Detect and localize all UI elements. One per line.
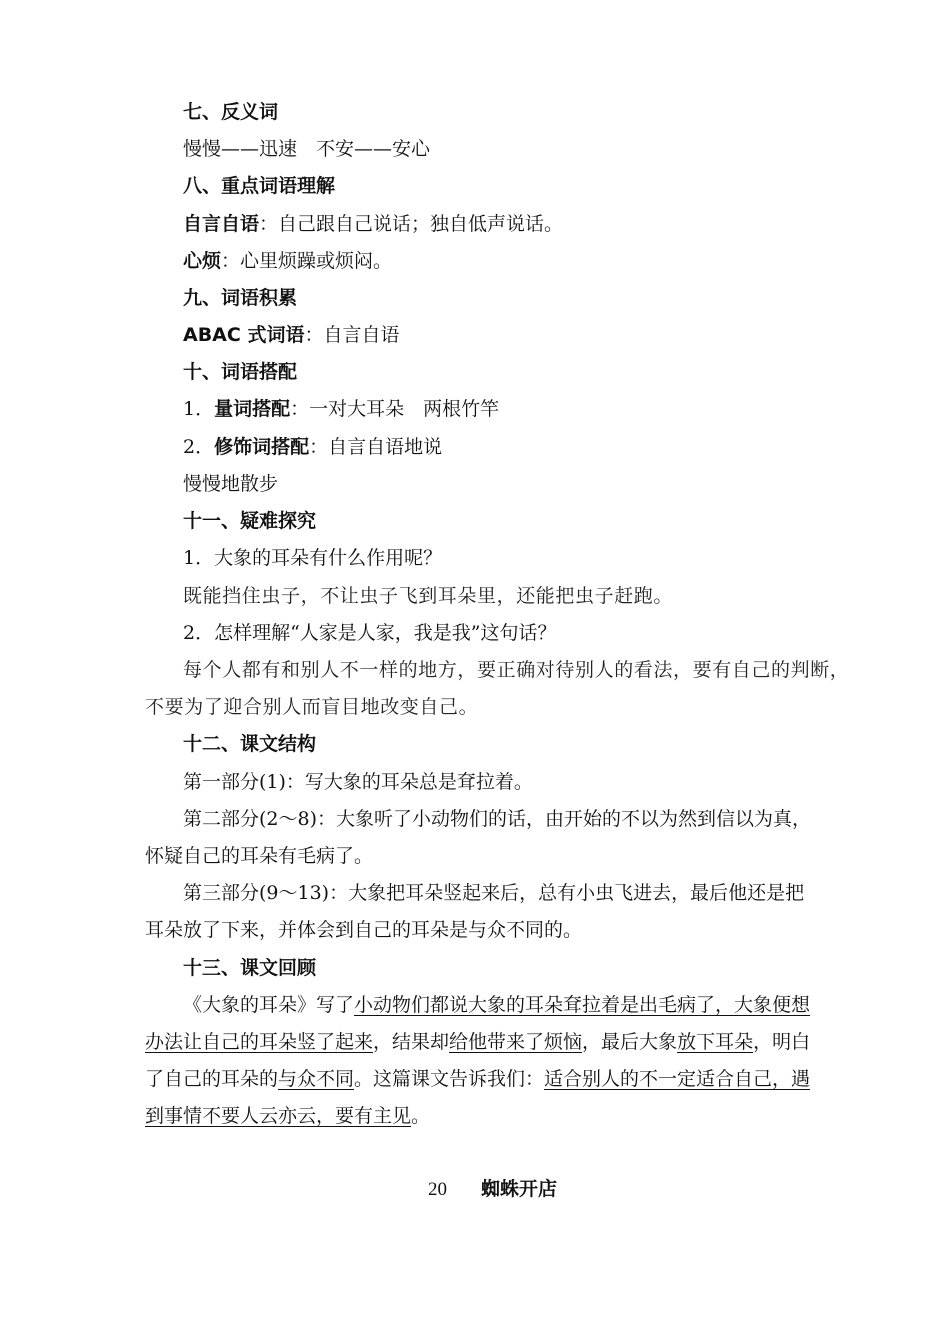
collocation-line	[183, 396, 499, 422]
structure-part: 第二部分(2～8)：大象听了小动物们的话，由开始的不以为然到信以为真，	[183, 808, 812, 830]
answer: 不要为了迎合别人而盲目地改变自己。	[145, 696, 479, 718]
term: 量词搭配	[214, 398, 291, 420]
review-underline: 小动物们都说大象的耳朵耷拉着是出毛病了，大象便想	[354, 994, 811, 1016]
term: 修饰词搭配	[214, 436, 310, 458]
term: 自言自语	[183, 213, 260, 235]
review-underline: 放下耳朵	[677, 1031, 754, 1053]
question: 2．怎样理解“人家是人家，我是我”这句话？	[183, 622, 557, 644]
structure-part: 怀疑自己的耳朵有毛病了。	[145, 845, 374, 867]
review-text: 。	[411, 1105, 431, 1127]
vocabulary-line	[183, 322, 399, 348]
answer: 既能挡住虫子，不让虫子飞到耳朵里，还能把虫子赶跑。	[183, 585, 674, 607]
review-text: 《大象的耳朵》写了	[183, 994, 355, 1016]
review-line	[145, 1103, 430, 1129]
item-number: 2．	[183, 436, 215, 458]
section-heading-collocations: 十、词语搭配	[183, 361, 298, 383]
item-number: 1．	[183, 398, 215, 420]
antonym-pairs: 慢慢——迅速 不安——安心	[183, 138, 431, 160]
review-underline: 到事情不要人云亦云，要有主见	[145, 1105, 412, 1127]
definition: ：心里烦躁或烦闷。	[221, 250, 393, 272]
structure-part: 第三部分(9～13)：大象把耳朵竖起来后，总有小虫飞进去，最后他还是把	[183, 882, 805, 904]
structure-part: 耳朵放了下来，并体会到自己的耳朵是与众不同的。	[145, 919, 583, 941]
definition: ：自言自语地说	[309, 436, 443, 458]
collocation-line: 慢慢地散步	[183, 473, 279, 495]
collocation-line	[183, 434, 442, 460]
review-text: 了自己的耳朵的	[145, 1068, 279, 1090]
term: ABAC 式词语	[183, 324, 305, 346]
review-text: ，最后大象	[582, 1031, 678, 1053]
review-underline: 适合别人的不一定适合自己，遇	[544, 1068, 811, 1090]
section-heading-review: 十三、课文回顾	[183, 957, 317, 979]
definition: ：自己跟自己说话；独自低声说话。	[259, 213, 564, 235]
section-heading-key-words: 八、重点词语理解	[183, 175, 336, 197]
lesson-title: 蜘蛛开店	[481, 1178, 558, 1200]
review-line	[183, 992, 811, 1018]
section-heading-vocabulary: 九、词语积累	[183, 287, 298, 309]
definition: ：一对大耳朵 两根竹竿	[290, 398, 500, 420]
review-underline: 与众不同	[278, 1068, 355, 1090]
definition-line	[183, 211, 563, 237]
question: 1．大象的耳朵有什么作用呢？	[183, 547, 443, 569]
section-heading-questions: 十一、疑难探究	[183, 510, 317, 532]
review-text: ，明白	[753, 1031, 811, 1053]
definition-line	[183, 248, 392, 274]
section-heading-antonyms: 七、反义词	[183, 101, 279, 123]
review-underline: 办法让自己的耳朵竖了起来	[145, 1031, 374, 1053]
structure-part: 第一部分(1)：写大象的耳朵总是耷拉着。	[183, 771, 533, 793]
review-text: ，结果却	[373, 1031, 450, 1053]
answer: 每个人都有和别人不一样的地方，要正确对待别人的看法，要有自己的判断，	[183, 659, 850, 681]
definition: ：自言自语	[304, 324, 400, 346]
term: 心烦	[183, 250, 222, 272]
review-line	[145, 1066, 811, 1092]
next-lesson-heading	[428, 1176, 557, 1203]
lesson-number: 20	[428, 1179, 447, 1200]
section-heading-structure: 十二、课文结构	[183, 733, 317, 755]
review-underline: 给他带来了烦恼	[449, 1031, 583, 1053]
review-line	[145, 1029, 811, 1055]
review-text: 。这篇课文告诉我们：	[354, 1068, 545, 1090]
